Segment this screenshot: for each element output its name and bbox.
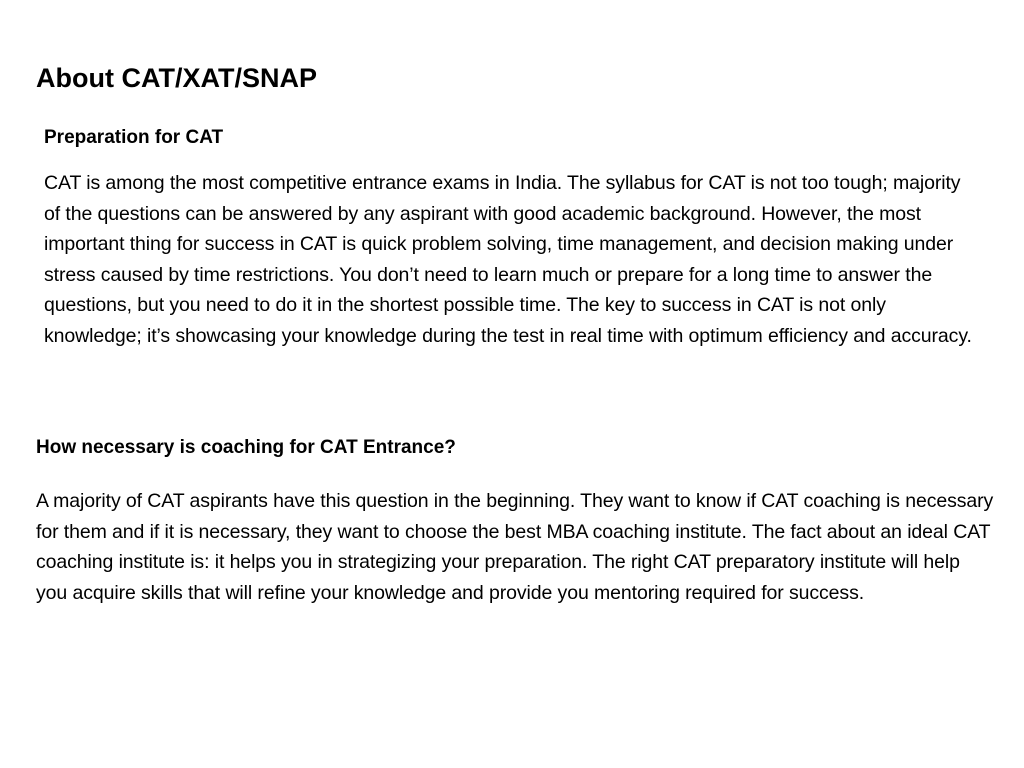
section-paragraph-preparation: CAT is among the most competitive entrance exams in India. The syllabus for CAT is not too tough; majority of the questions can be answered by any aspirant with good academic background. However, the most important thing for success in CAT is quick problem solving, time management, and decision making under stress caused by time restrictions. You don’t need to learn much or prepare for a long time to answer the questions, but you need to do it in the shortest possible time. The key to success in CAT is not only knowledge; it’s showcasing your knowledge during the test in real time with optimum efficiency and accuracy. (44, 172, 972, 347)
page-title: About CAT/XAT/SNAP (36, 63, 317, 93)
section-preparation (44, 124, 974, 351)
section-heading-preparation: Preparation for CAT (44, 127, 224, 148)
section-paragraph-coaching: A majority of CAT aspirants have this question in the beginning. They want to know if CAT coaching is necessary for them and if it is necessary, they want to choose the best MBA coaching institute. The fact about an ideal CAT coaching institute is: it helps you in strategizing your preparation. The right CAT preparatory institute will help you acquire skills that will refine your knowledge and provide you mentoring required for success. (36, 490, 994, 604)
section-coaching (36, 434, 996, 608)
section-heading-coaching: How necessary is coaching for CAT Entrance? (36, 437, 456, 458)
